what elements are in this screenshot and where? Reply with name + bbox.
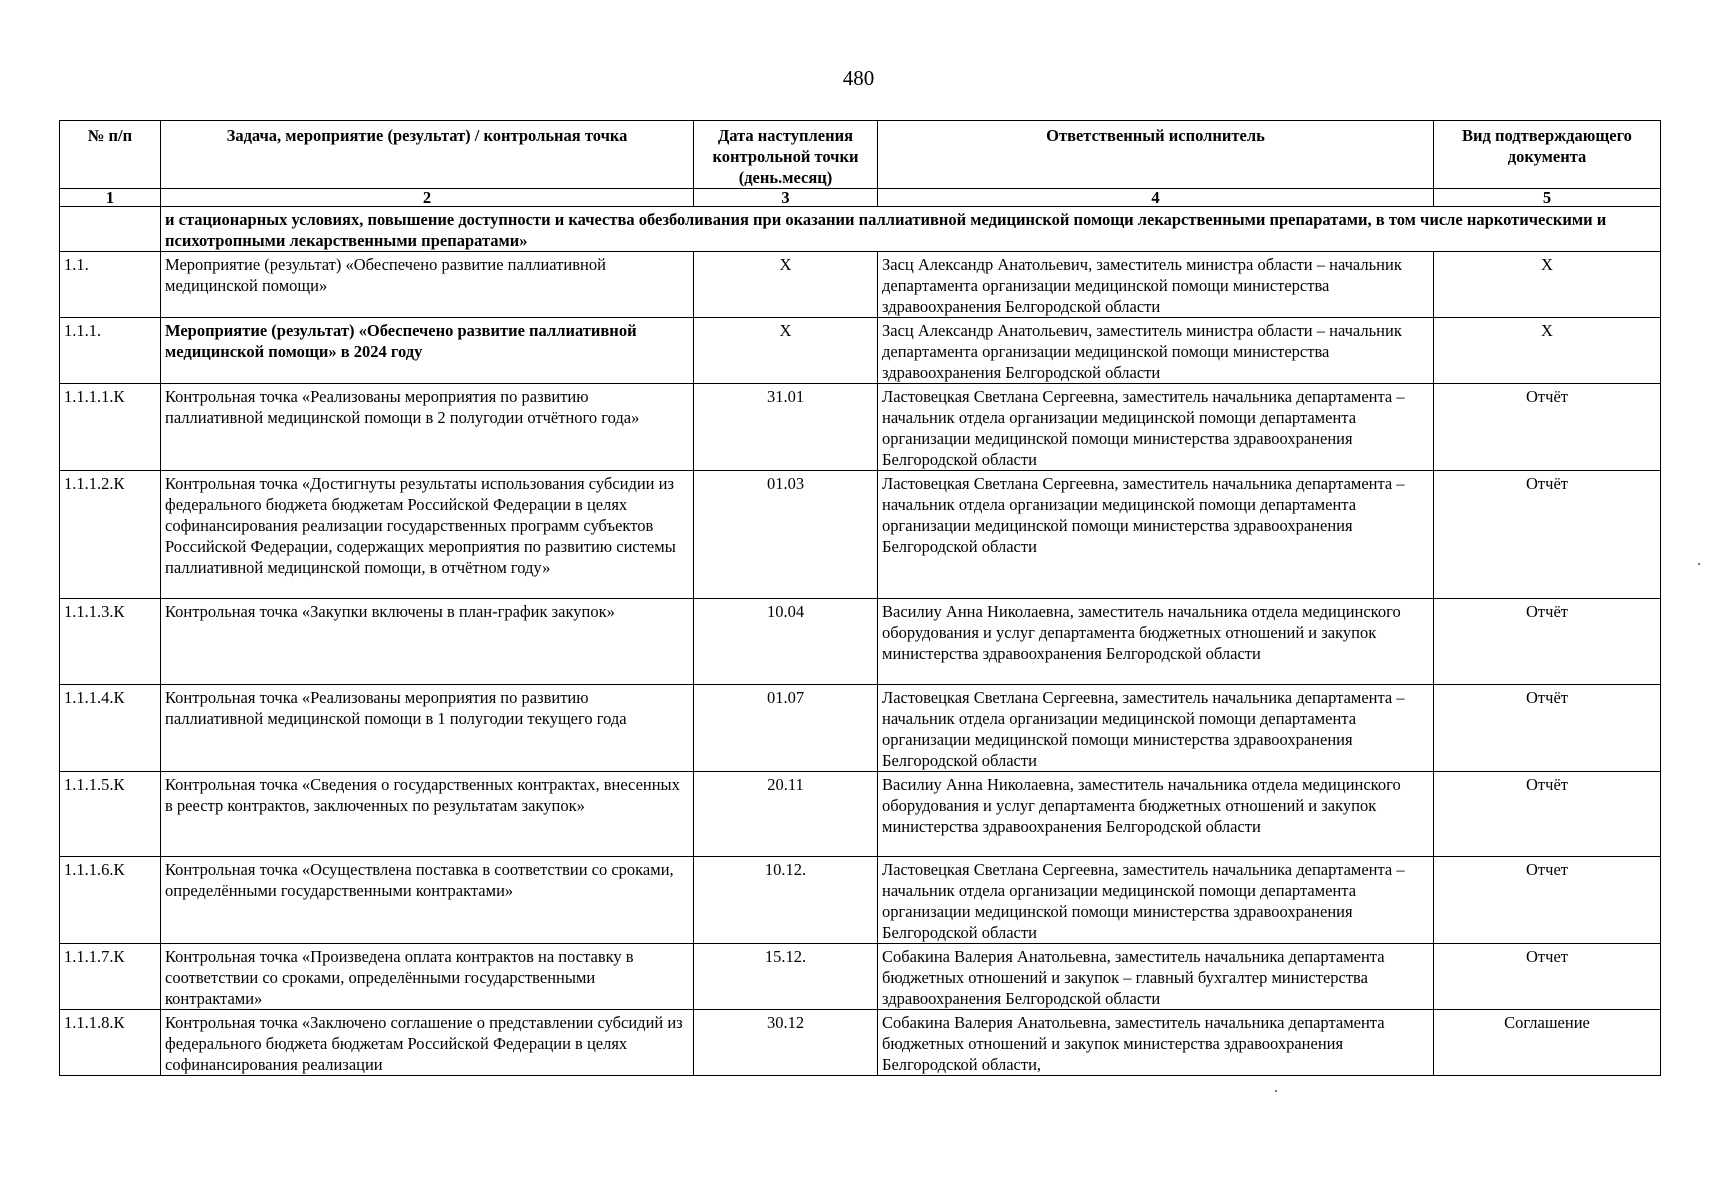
row-number: 1.1.1.6.К xyxy=(60,857,161,944)
row-date: 01.07 xyxy=(694,685,878,772)
row-number: 1.1.1.8.К xyxy=(60,1010,161,1076)
column-number: 1 xyxy=(60,189,161,207)
column-number: 4 xyxy=(878,189,1434,207)
column-number: 2 xyxy=(161,189,694,207)
row-date: 30.12 xyxy=(694,1010,878,1076)
row-number: 1.1.1. xyxy=(60,318,161,384)
row-number: 1.1.1.1.К xyxy=(60,384,161,471)
row-executor: Ластовецкая Светлана Сергеевна, заместитель начальника департамента – начальник отдела организации медицинской помощи департамента организации медицинской помощи министерства здравоохранения Белгородской области xyxy=(878,685,1434,772)
table-row xyxy=(60,599,1661,685)
row-document: Отчет xyxy=(1434,857,1661,944)
row-executor: Ластовецкая Светлана Сергеевна, заместитель начальника департамента – начальник отдела организации медицинской помощи департамента организации медицинской помощи министерства здравоохранения Белгородской области xyxy=(878,857,1434,944)
row-number: 1.1.1.4.К xyxy=(60,685,161,772)
scan-speck xyxy=(1698,563,1700,565)
column-number-row xyxy=(60,189,1661,207)
table-row xyxy=(60,471,1661,599)
header-num: № п/п xyxy=(60,121,161,189)
column-number: 3 xyxy=(694,189,878,207)
table-row xyxy=(60,857,1661,944)
row-date: 20.11 xyxy=(694,772,878,857)
row-date: Х xyxy=(694,318,878,384)
header-executor: Ответственный исполнитель xyxy=(878,121,1434,189)
header-doc: Вид подтверждающего документа xyxy=(1434,121,1661,189)
row-executor: Засц Александр Анатольевич, заместитель министра области – начальник департамента организации медицинской помощи министерства здравоохранения Белгородской области xyxy=(878,252,1434,318)
row-date: 01.03 xyxy=(694,471,878,599)
row-number: 1.1.1.5.К xyxy=(60,772,161,857)
row-task: Контрольная точка «Заключено соглашение о представлении субсидий из федерального бюджета бюджетам Российской Федерации в целях софинансирования реализации xyxy=(161,1010,694,1076)
scan-speck xyxy=(1275,1090,1277,1092)
continuation-text: и стационарных условиях, повышение доступности и качества обезболивания при оказании паллиативной медицинской помощи лекарственными препаратами, в том числе наркотическими и психотропными лекарственными препаратами» xyxy=(161,207,1661,252)
row-document: Отчет xyxy=(1434,944,1661,1010)
row-document: Отчёт xyxy=(1434,772,1661,857)
control-points-table xyxy=(59,120,1661,1076)
row-document: Отчёт xyxy=(1434,384,1661,471)
row-date: 31.01 xyxy=(694,384,878,471)
row-number: 1.1. xyxy=(60,252,161,318)
row-executor: Василиу Анна Николаевна, заместитель начальника отдела медицинского оборудования и услуг департамента бюджетных отношений и закупок министерства здравоохранения Белгородской области xyxy=(878,599,1434,685)
row-task: Контрольная точка «Закупки включены в план-график закупок» xyxy=(161,599,694,685)
row-number: 1.1.1.2.К xyxy=(60,471,161,599)
row-document: Отчёт xyxy=(1434,471,1661,599)
row-executor: Собакина Валерия Анатольевна, заместитель начальника департамента бюджетных отношений и закупок министерства здравоохранения Белгородской области, xyxy=(878,1010,1434,1076)
row-date: 10.04 xyxy=(694,599,878,685)
continuation-empty-cell xyxy=(60,207,161,252)
table-row xyxy=(60,1010,1661,1076)
row-task: Контрольная точка «Реализованы мероприятия по развитию паллиативной медицинской помощи в 2 полугодии отчётного года» xyxy=(161,384,694,471)
table-row xyxy=(60,944,1661,1010)
table-row xyxy=(60,772,1661,857)
row-executor: Ластовецкая Светлана Сергеевна, заместитель начальника департамента – начальник отдела организации медицинской помощи департамента организации медицинской помощи министерства здравоохранения Белгородской области xyxy=(878,471,1434,599)
page-number: 480 xyxy=(842,66,875,90)
row-document: Х xyxy=(1434,252,1661,318)
row-date: 15.12. xyxy=(694,944,878,1010)
table-row xyxy=(60,685,1661,772)
row-number: 1.1.1.7.К xyxy=(60,944,161,1010)
row-executor: Василиу Анна Николаевна, заместитель начальника отдела медицинского оборудования и услуг департамента бюджетных отношений и закупок министерства здравоохранения Белгородской области xyxy=(878,772,1434,857)
row-document: Отчёт xyxy=(1434,685,1661,772)
row-task: Контрольная точка «Сведения о государственных контрактах, внесенных в реестр контрактов, заключенных по результатам закупок» xyxy=(161,772,694,857)
table-row xyxy=(60,252,1661,318)
row-task: Контрольная точка «Реализованы мероприятия по развитию паллиативной медицинской помощи в 1 полугодии текущего года xyxy=(161,685,694,772)
row-executor: Засц Александр Анатольевич, заместитель министра области – начальник департамента организации медицинской помощи министерства здравоохранения Белгородской области xyxy=(878,318,1434,384)
table-row xyxy=(60,384,1661,471)
row-task: Мероприятие (результат) «Обеспечено развитие паллиативной медицинской помощи» xyxy=(161,252,694,318)
row-date: 10.12. xyxy=(694,857,878,944)
row-task: Мероприятие (результат) «Обеспечено развитие паллиативной медицинской помощи» в 2024 году xyxy=(161,318,694,384)
row-executor: Ластовецкая Светлана Сергеевна, заместитель начальника департамента – начальник отдела организации медицинской помощи департамента организации медицинской помощи министерства здравоохранения Белгородской области xyxy=(878,384,1434,471)
column-number: 5 xyxy=(1434,189,1661,207)
continuation-row xyxy=(60,207,1661,252)
table-header-row xyxy=(60,121,1661,189)
row-executor: Собакина Валерия Анатольевна, заместитель начальника департамента бюджетных отношений и закупок – главный бухгалтер министерства здравоохранения Белгородской области xyxy=(878,944,1434,1010)
row-number: 1.1.1.3.К xyxy=(60,599,161,685)
header-date: Дата наступления контрольной точки (день.месяц) xyxy=(694,121,878,189)
row-date: Х xyxy=(694,252,878,318)
row-document: Соглашение xyxy=(1434,1010,1661,1076)
row-task: Контрольная точка «Осуществлена поставка в соответствии со сроками, определёнными государственными контрактами» xyxy=(161,857,694,944)
table-row xyxy=(60,318,1661,384)
row-task: Контрольная точка «Произведена оплата контрактов на поставку в соответствии со сроками, определёнными государственными контрактами» xyxy=(161,944,694,1010)
row-task: Контрольная точка «Достигнуты результаты использования субсидии из федерального бюджета бюджетам Российской Федерации в целях софинансирования реализации государственных программ субъектов Российской Федерации, содержащих мероприятия по развитию системы паллиативной медицинской помощи, в отчётном году» xyxy=(161,471,694,599)
row-document: Отчёт xyxy=(1434,599,1661,685)
header-task: Задача, мероприятие (результат) / контрольная точка xyxy=(161,121,694,189)
row-document: Х xyxy=(1434,318,1661,384)
